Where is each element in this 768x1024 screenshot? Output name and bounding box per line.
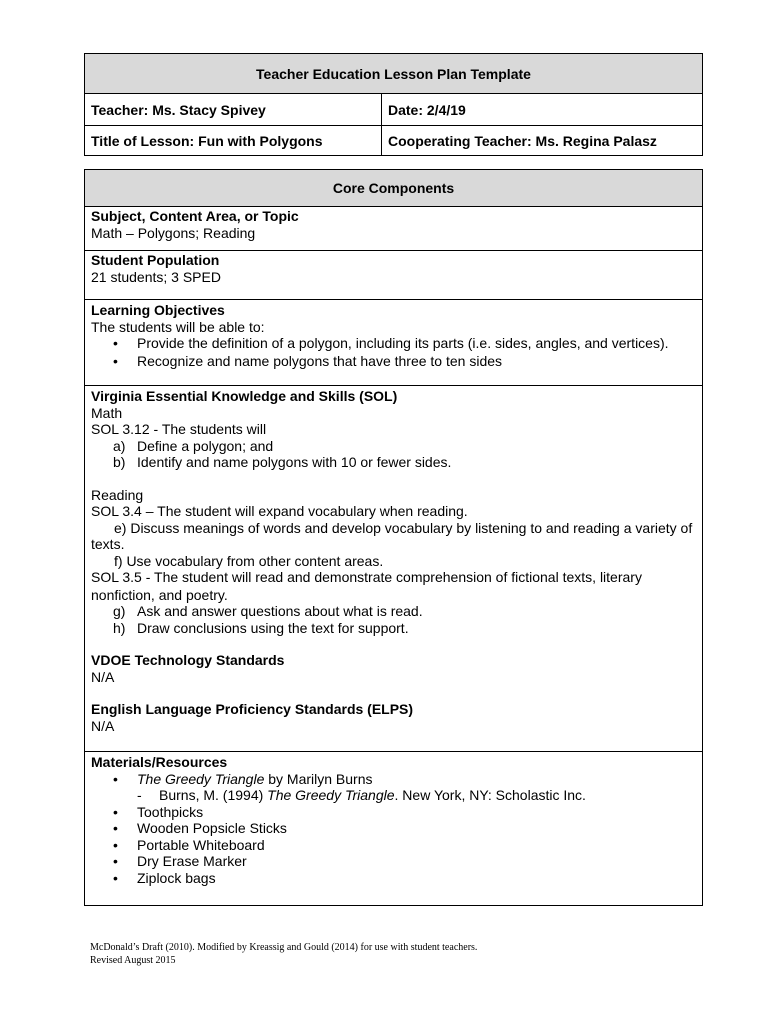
sol-item-g-text: Ask and answer questions about what is read. <box>137 603 423 619</box>
sol-312: SOL 3.12 - The students will <box>91 421 267 437</box>
sol-item-h <box>91 620 696 637</box>
sol-item-a <box>91 438 696 455</box>
sol-item-g <box>91 603 696 620</box>
material-item: • Portable Whiteboard <box>91 837 696 854</box>
material-item: • Wooden Popsicle Sticks <box>91 820 696 837</box>
objectives-section <box>85 300 702 386</box>
materials-section <box>85 752 702 886</box>
sol-item-b-text: Identify and name polygons with 10 or fewer sides. <box>137 454 452 470</box>
template-title: Teacher Education Lesson Plan Template <box>85 54 702 94</box>
header-row-lesson <box>85 126 702 155</box>
citation-pre: Burns, M. (1994) <box>159 787 268 803</box>
citation-post: . New York, NY: Scholastic Inc. <box>394 787 586 803</box>
sol-item-a-label: a) <box>113 437 126 454</box>
header-table <box>84 53 703 156</box>
core-components-title: Core Components <box>85 170 702 207</box>
sol-item-e: e) Discuss meanings of words and develop vocabulary by listening to and reading a variety of <box>114 519 693 536</box>
materials-heading: Materials/Resources <box>91 754 228 770</box>
material-item: • Toothpicks <box>91 804 696 821</box>
sol-item-h-label: h) <box>113 619 126 636</box>
objectives-intro: The students will be able to: <box>91 318 265 335</box>
sol-item-b <box>91 454 696 471</box>
sol-35-cont: nonfiction, and poetry. <box>91 586 228 603</box>
book-author: by Marilyn Burns <box>264 770 373 787</box>
core-components-table <box>84 169 703 906</box>
sol-heading: Virginia Essential Knowledge and Skills (SOL) <box>91 388 398 404</box>
material-item-book <box>91 771 696 788</box>
objective-item: • Recognize and name polygons that have three to ten sides <box>91 353 696 370</box>
sol-reading-label: Reading <box>91 486 144 503</box>
subject-heading: Subject, Content Area, or Topic <box>91 208 299 224</box>
subject-section <box>85 207 702 251</box>
elps-heading: English Language Proficiency Standards (ELPS) <box>91 701 414 717</box>
objectives-heading: Learning Objectives <box>91 302 225 318</box>
book-title: The Greedy Triangle <box>137 770 265 787</box>
sol-item-h-text: Draw conclusions using the text for support. <box>137 619 409 636</box>
page-footer <box>90 941 477 967</box>
header-row-teacher <box>85 94 702 126</box>
elps-text: N/A <box>91 717 115 734</box>
objective-item: • Provide the definition of a polygon, including its parts (i.e. sides, angles, and vertices). <box>91 335 696 352</box>
vdoe-text: N/A <box>91 668 115 685</box>
sol-math-label: Math <box>91 404 123 421</box>
footer-revised: Revised August 2015 <box>90 955 176 966</box>
sol-item-f: f) Use vocabulary from other content areas. <box>114 552 384 569</box>
sol-item-b-label: b) <box>113 454 126 470</box>
citation-title: The Greedy Triangle <box>267 787 395 803</box>
sol-34: SOL 3.4 – The student will expand vocabulary when reading. <box>91 503 468 519</box>
sol-item-a-text: Define a polygon; and <box>137 437 274 454</box>
footer-credit: McDonald’s Draft (2010). Modified by Kreassig and Gould (2014) for use with student teachers. <box>90 942 478 953</box>
material-item: • Ziplock bags <box>91 870 696 887</box>
cooperating-teacher: Cooperating Teacher: Ms. Regina Palasz <box>388 132 657 149</box>
vdoe-heading: VDOE Technology Standards <box>91 652 285 668</box>
lesson-date: Date: 2/4/19 <box>388 101 466 118</box>
population-section <box>85 251 702 300</box>
book-citation <box>91 787 696 804</box>
sol-35: SOL 3.5 - The student will read and demonstrate comprehension of fictional texts, literary <box>91 569 642 585</box>
lesson-title: Title of Lesson: Fun with Polygons <box>85 126 382 155</box>
sol-item-g-label: g) <box>113 603 126 619</box>
population-text: 21 students; 3 SPED <box>91 268 221 285</box>
sol-item-e-cont: texts. <box>91 536 125 552</box>
population-heading: Student Population <box>91 252 220 268</box>
material-item: • Dry Erase Marker <box>91 853 696 870</box>
sol-section <box>85 386 702 752</box>
subject-text: Math – Polygons; Reading <box>91 224 256 241</box>
teacher-name: Teacher: Ms. Stacy Spivey <box>85 94 382 125</box>
